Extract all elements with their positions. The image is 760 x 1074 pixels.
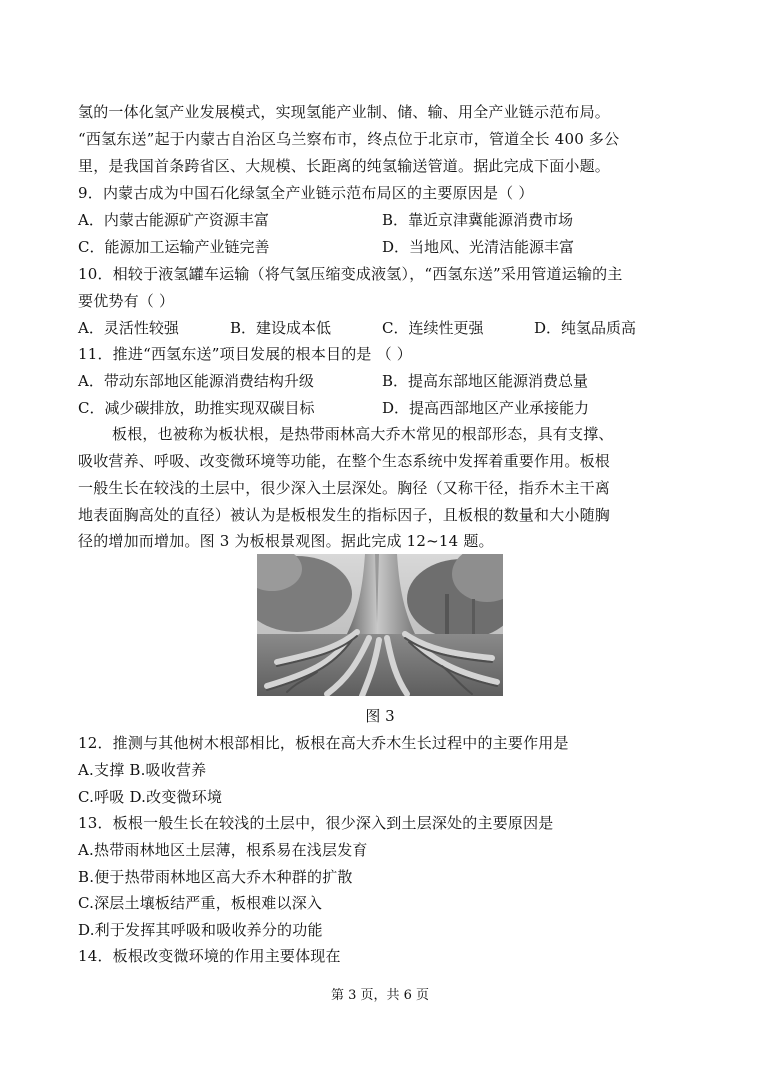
passage-line-1: 板根，也被称为板状根，是热带雨林高大乔木常见的根部形态，具有支撑、 bbox=[112, 425, 614, 443]
q11-option-b: B．提高东部地区能源消费总量 bbox=[382, 372, 589, 390]
q12-options-ab: A.支撑 B.吸收营养 bbox=[78, 761, 207, 779]
q13-option-d: D.利于发挥其呼吸和吸收养分的功能 bbox=[78, 921, 323, 939]
intro-line-2: “西氢东送”起于内蒙古自治区乌兰察布市，终点位于北京市，管道全长 400 多公 bbox=[78, 130, 620, 148]
q10-stem-1: 10．相较于液氢罐车运输（将气氢压缩变成液氢），“西氢东送”采用管道运输的主 bbox=[78, 265, 623, 283]
q10-option-b: B．建设成本低 bbox=[230, 319, 332, 337]
q11-option-a: A．带动东部地区能源消费结构升级 bbox=[78, 372, 314, 390]
passage-line-5: 径的增加而增加。图 3 为板根景观图。据此完成 12~14 题。 bbox=[78, 532, 494, 550]
q13-option-c: C.深层土壤板结严重，板根难以深入 bbox=[78, 894, 323, 912]
q10-option-d: D．纯氢品质高 bbox=[534, 319, 637, 337]
q11-option-c: C．减少碳排放，助推实现双碳目标 bbox=[78, 399, 315, 417]
q9-option-c: C．能源加工运输产业链完善 bbox=[78, 238, 270, 256]
q10-stem-2: 要优势有（ ） bbox=[78, 292, 175, 310]
passage-line-3: 一般生长在较浅的土层中，很少深入土层深处。胸径（又称干径，指乔木主干离 bbox=[78, 479, 611, 497]
q9-option-d: D．当地风、光清洁能源丰富 bbox=[382, 238, 575, 256]
q9-stem: 9．内蒙古成为中国石化绿氢全产业链示范布局区的主要原因是（ ） bbox=[78, 184, 534, 202]
page-footer: 第 3 页，共 6 页 bbox=[330, 988, 430, 1003]
q9-option-b: B．靠近京津冀能源消费市场 bbox=[382, 211, 574, 229]
q12-options-cd: C.呼吸 D.改变微环境 bbox=[78, 788, 223, 806]
q12-stem: 12．推测与其他树木根部相比，板根在高大乔木生长过程中的主要作用是 bbox=[78, 734, 569, 752]
q13-option-a: A.热带雨林地区土层薄，根系易在浅层发育 bbox=[78, 841, 368, 859]
q11-stem: 11．推进“西氢东送”项目发展的根本目的是 （ ） bbox=[78, 345, 412, 363]
q13-stem: 13．板根一般生长在较浅的土层中，很少深入到土层深处的主要原因是 bbox=[78, 814, 554, 832]
q13-option-b: B.便于热带雨林地区高大乔木种群的扩散 bbox=[78, 868, 353, 886]
q10-option-c: C．连续性更强 bbox=[382, 319, 484, 337]
buttress-root-photo bbox=[257, 554, 503, 696]
q9-option-a: A．内蒙古能源矿产资源丰富 bbox=[78, 211, 269, 229]
figure-caption: 图 3 bbox=[365, 707, 395, 725]
q14-stem: 14．板根改变微环境的作用主要体现在 bbox=[78, 947, 341, 965]
passage-line-4: 地表面胸高处的直径）被认为是板根发生的指标因子，且板根的数量和大小随胸 bbox=[78, 506, 611, 524]
intro-line-3: 里，是我国首条跨省区、大规模、长距离的纯氢输送管道。据此完成下面小题。 bbox=[78, 157, 611, 175]
passage-line-2: 吸收营养、呼吸、改变微环境等功能，在整个生态系统中发挥着重要作用。板根 bbox=[78, 452, 611, 470]
q11-option-d: D．提高西部地区产业承接能力 bbox=[382, 399, 590, 417]
intro-line-1: 氢的一体化氢产业发展模式，实现氢能产业制、储、输、用全产业链示范布局。 bbox=[78, 103, 611, 121]
q10-option-a: A．灵活性较强 bbox=[78, 319, 179, 337]
